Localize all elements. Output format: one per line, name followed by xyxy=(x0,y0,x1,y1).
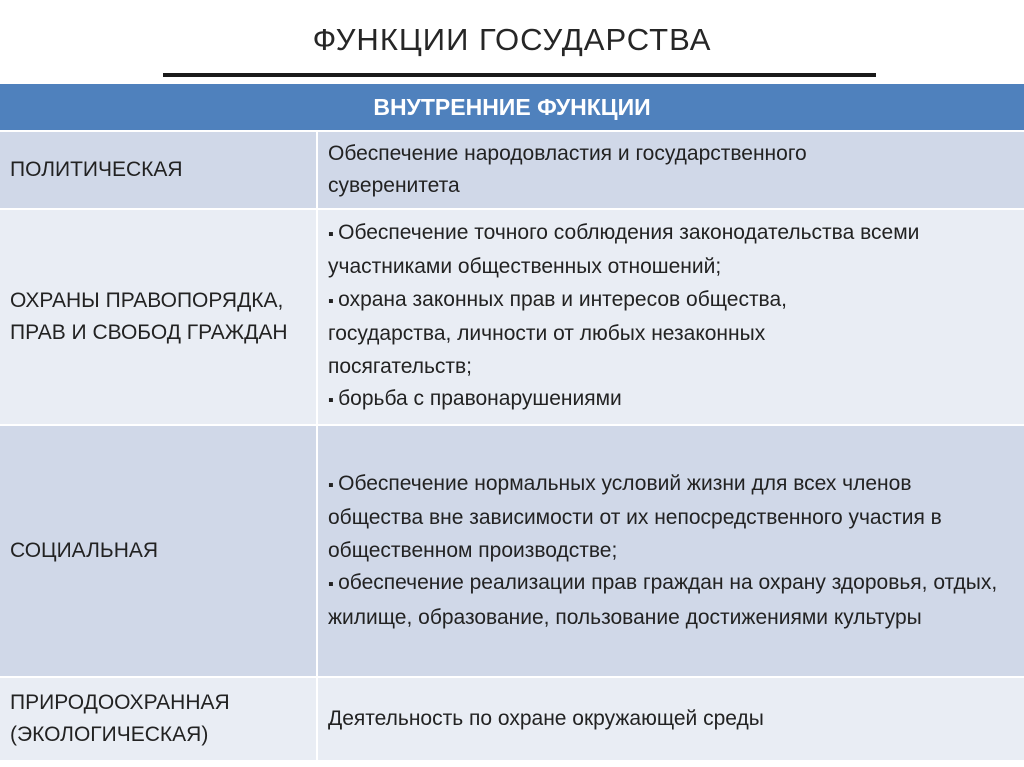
description-text: Обеспечение народовластия и государственного суверенитета xyxy=(328,141,807,197)
bullet-item: ▪ Обеспечение точного соблюдения законодательства всеми участниками общественных отношений; xyxy=(328,217,1014,284)
page-title: ФУНКЦИИ ГОСУДАРСТВА xyxy=(312,22,712,57)
function-description xyxy=(318,210,1024,424)
function-name: ПОЛИТИЧЕСКАЯ xyxy=(0,132,318,208)
table-row xyxy=(0,210,1024,426)
bullet-item: ▪ обеспечение реализации прав граждан на охрану здоровья, отдых, жилище, образование, пользование достижениями культуры xyxy=(328,567,1014,634)
function-description xyxy=(318,678,1024,760)
bullet-item: ▪ Обеспечение нормальных условий жизни для всех членов общества вне зависимости от их непосредственного участия в общественном производстве; xyxy=(328,468,988,568)
function-description xyxy=(318,426,1024,676)
title-underline xyxy=(163,73,876,77)
bullet-item: ▪ охрана законных прав и интересов общества, государства, личности от любых незаконных посягательств; xyxy=(328,284,908,384)
description-text: Деятельность по охране окружающей среды xyxy=(328,706,764,730)
function-name: ОХРАНЫ ПРАВОПОРЯДКА, ПРАВ И СВОБОД ГРАЖДАН xyxy=(0,210,318,424)
table-row xyxy=(0,426,1024,678)
function-description xyxy=(318,132,1024,208)
table-header: ВНУТРЕННИЕ ФУНКЦИИ xyxy=(0,84,1024,132)
table-row xyxy=(0,678,1024,762)
function-name: СОЦИАЛЬНАЯ xyxy=(0,426,318,676)
table-row xyxy=(0,132,1024,210)
function-name: ПРИРОДООХРАННАЯ (ЭКОЛОГИЧЕСКАЯ) xyxy=(0,678,318,760)
bullet-item: ▪ борьба с правонарушениями xyxy=(328,383,1014,418)
functions-table xyxy=(0,84,1024,762)
